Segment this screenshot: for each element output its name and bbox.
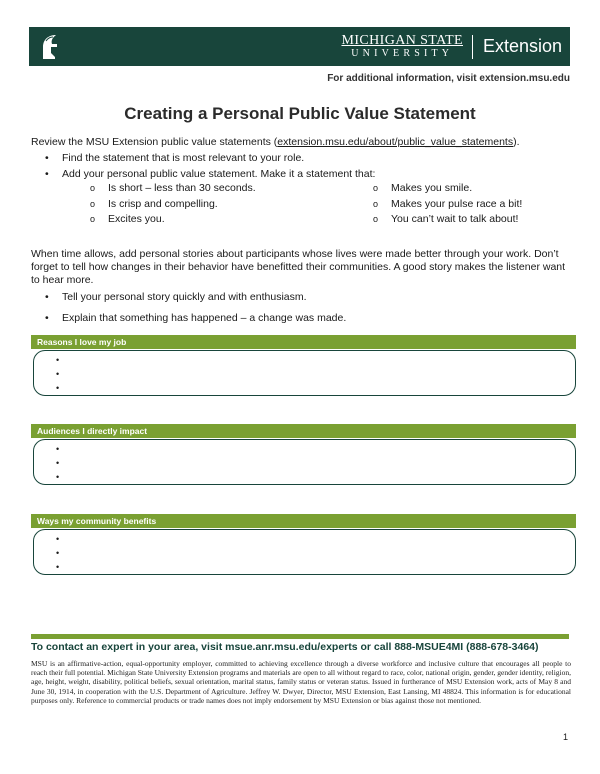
intro-text: Review the MSU Extension public value statements ( — [31, 136, 278, 148]
entry-bullets: • • • — [56, 355, 60, 393]
list-item: o Makes your pulse race a bit! — [373, 197, 522, 213]
banner-divider — [472, 35, 473, 59]
section-reasons — [31, 335, 576, 396]
msu-wordmark-line1: MICHIGAN STATE — [341, 33, 463, 48]
section-audiences — [31, 424, 576, 485]
contact-line: To contact an expert in your area, visit msue.anr.msu.edu/experts or call 888-MSUE4MI (888-678-3464) — [31, 641, 539, 653]
list-item: • Explain that something has happened – a change was made. — [45, 310, 346, 327]
list-item: o Is crisp and compelling. — [90, 197, 256, 213]
entry-bullets: • • • — [56, 534, 60, 572]
reasons-entry-box[interactable] — [33, 350, 576, 396]
public-value-link[interactable]: extension.msu.edu/about/public_value_statements — [277, 136, 514, 148]
page-number: 1 — [562, 732, 568, 742]
list-item: • Find the statement that is most relevant to your role. — [45, 150, 375, 166]
list-item: • Add your personal public value statement. Make it a statement that: — [45, 166, 375, 182]
criteria-list-right — [373, 181, 522, 228]
list-item: o You can’t wait to talk about! — [373, 212, 522, 228]
more-info-line: For additional information, visit extension.msu.edu — [327, 73, 570, 84]
entry-bullets: • • • — [56, 444, 60, 482]
story-paragraph: When time allows, add personal stories about participants whose lives were made better through your work. Don’t forget to tell how changes in their behavior have benefitted their communities. A good story makes the listener want to hear more. — [31, 248, 566, 286]
community-entry-box[interactable] — [33, 529, 576, 575]
footer-rule — [31, 634, 569, 639]
section-header: Ways my community benefits — [31, 514, 576, 528]
criteria-list-left — [90, 181, 256, 228]
spartan-helmet-icon — [39, 33, 61, 61]
section-community — [31, 514, 576, 575]
msu-wordmark — [341, 33, 463, 60]
extension-wordmark: Extension — [482, 36, 562, 56]
list-item: o Makes you smile. — [373, 181, 522, 197]
intro-end: ). — [513, 136, 520, 148]
list-item: • Tell your personal story quickly and with enthusiasm. — [45, 289, 346, 306]
top-bullet-list — [45, 150, 375, 182]
list-item: o Is short – less than 30 seconds. — [90, 181, 256, 197]
audiences-entry-box[interactable] — [33, 439, 576, 485]
intro-line — [31, 136, 520, 148]
list-item: o Excites you. — [90, 212, 256, 228]
section-header: Audiences I directly impact — [31, 424, 576, 438]
legal-text: MSU is an affirmative-action, equal-opportunity employer, committed to achieving excellence through a diverse workforce and inclusive culture that encourages all people to reach their full potential. Michigan State University Extension programs and materials are open to all without regard to race, color, national origin, gender, gender identity, religion, age, height, weight, disability, political beliefs, sexual orientation, marital status, family status or veteran status. Issued in furtherance of MSU Extension work, acts of May 8 and June 30, 1914, in cooperation with the U.S. Department of Agriculture. Jeffrey W. Dwyer, Director, MSU Extension, East Lansing, MI 48824. This information is for educational purposes only. Reference to commercial products or trade names does not imply endorsement by MSU Extension or bias against those not mentioned. — [31, 659, 571, 705]
msu-wordmark-line2: UNIVERSITY — [351, 48, 454, 59]
tips-list — [45, 289, 346, 331]
section-header: Reasons I love my job — [31, 335, 576, 349]
page-title: Creating a Personal Public Value Statement — [124, 104, 476, 123]
header-banner — [29, 27, 570, 66]
